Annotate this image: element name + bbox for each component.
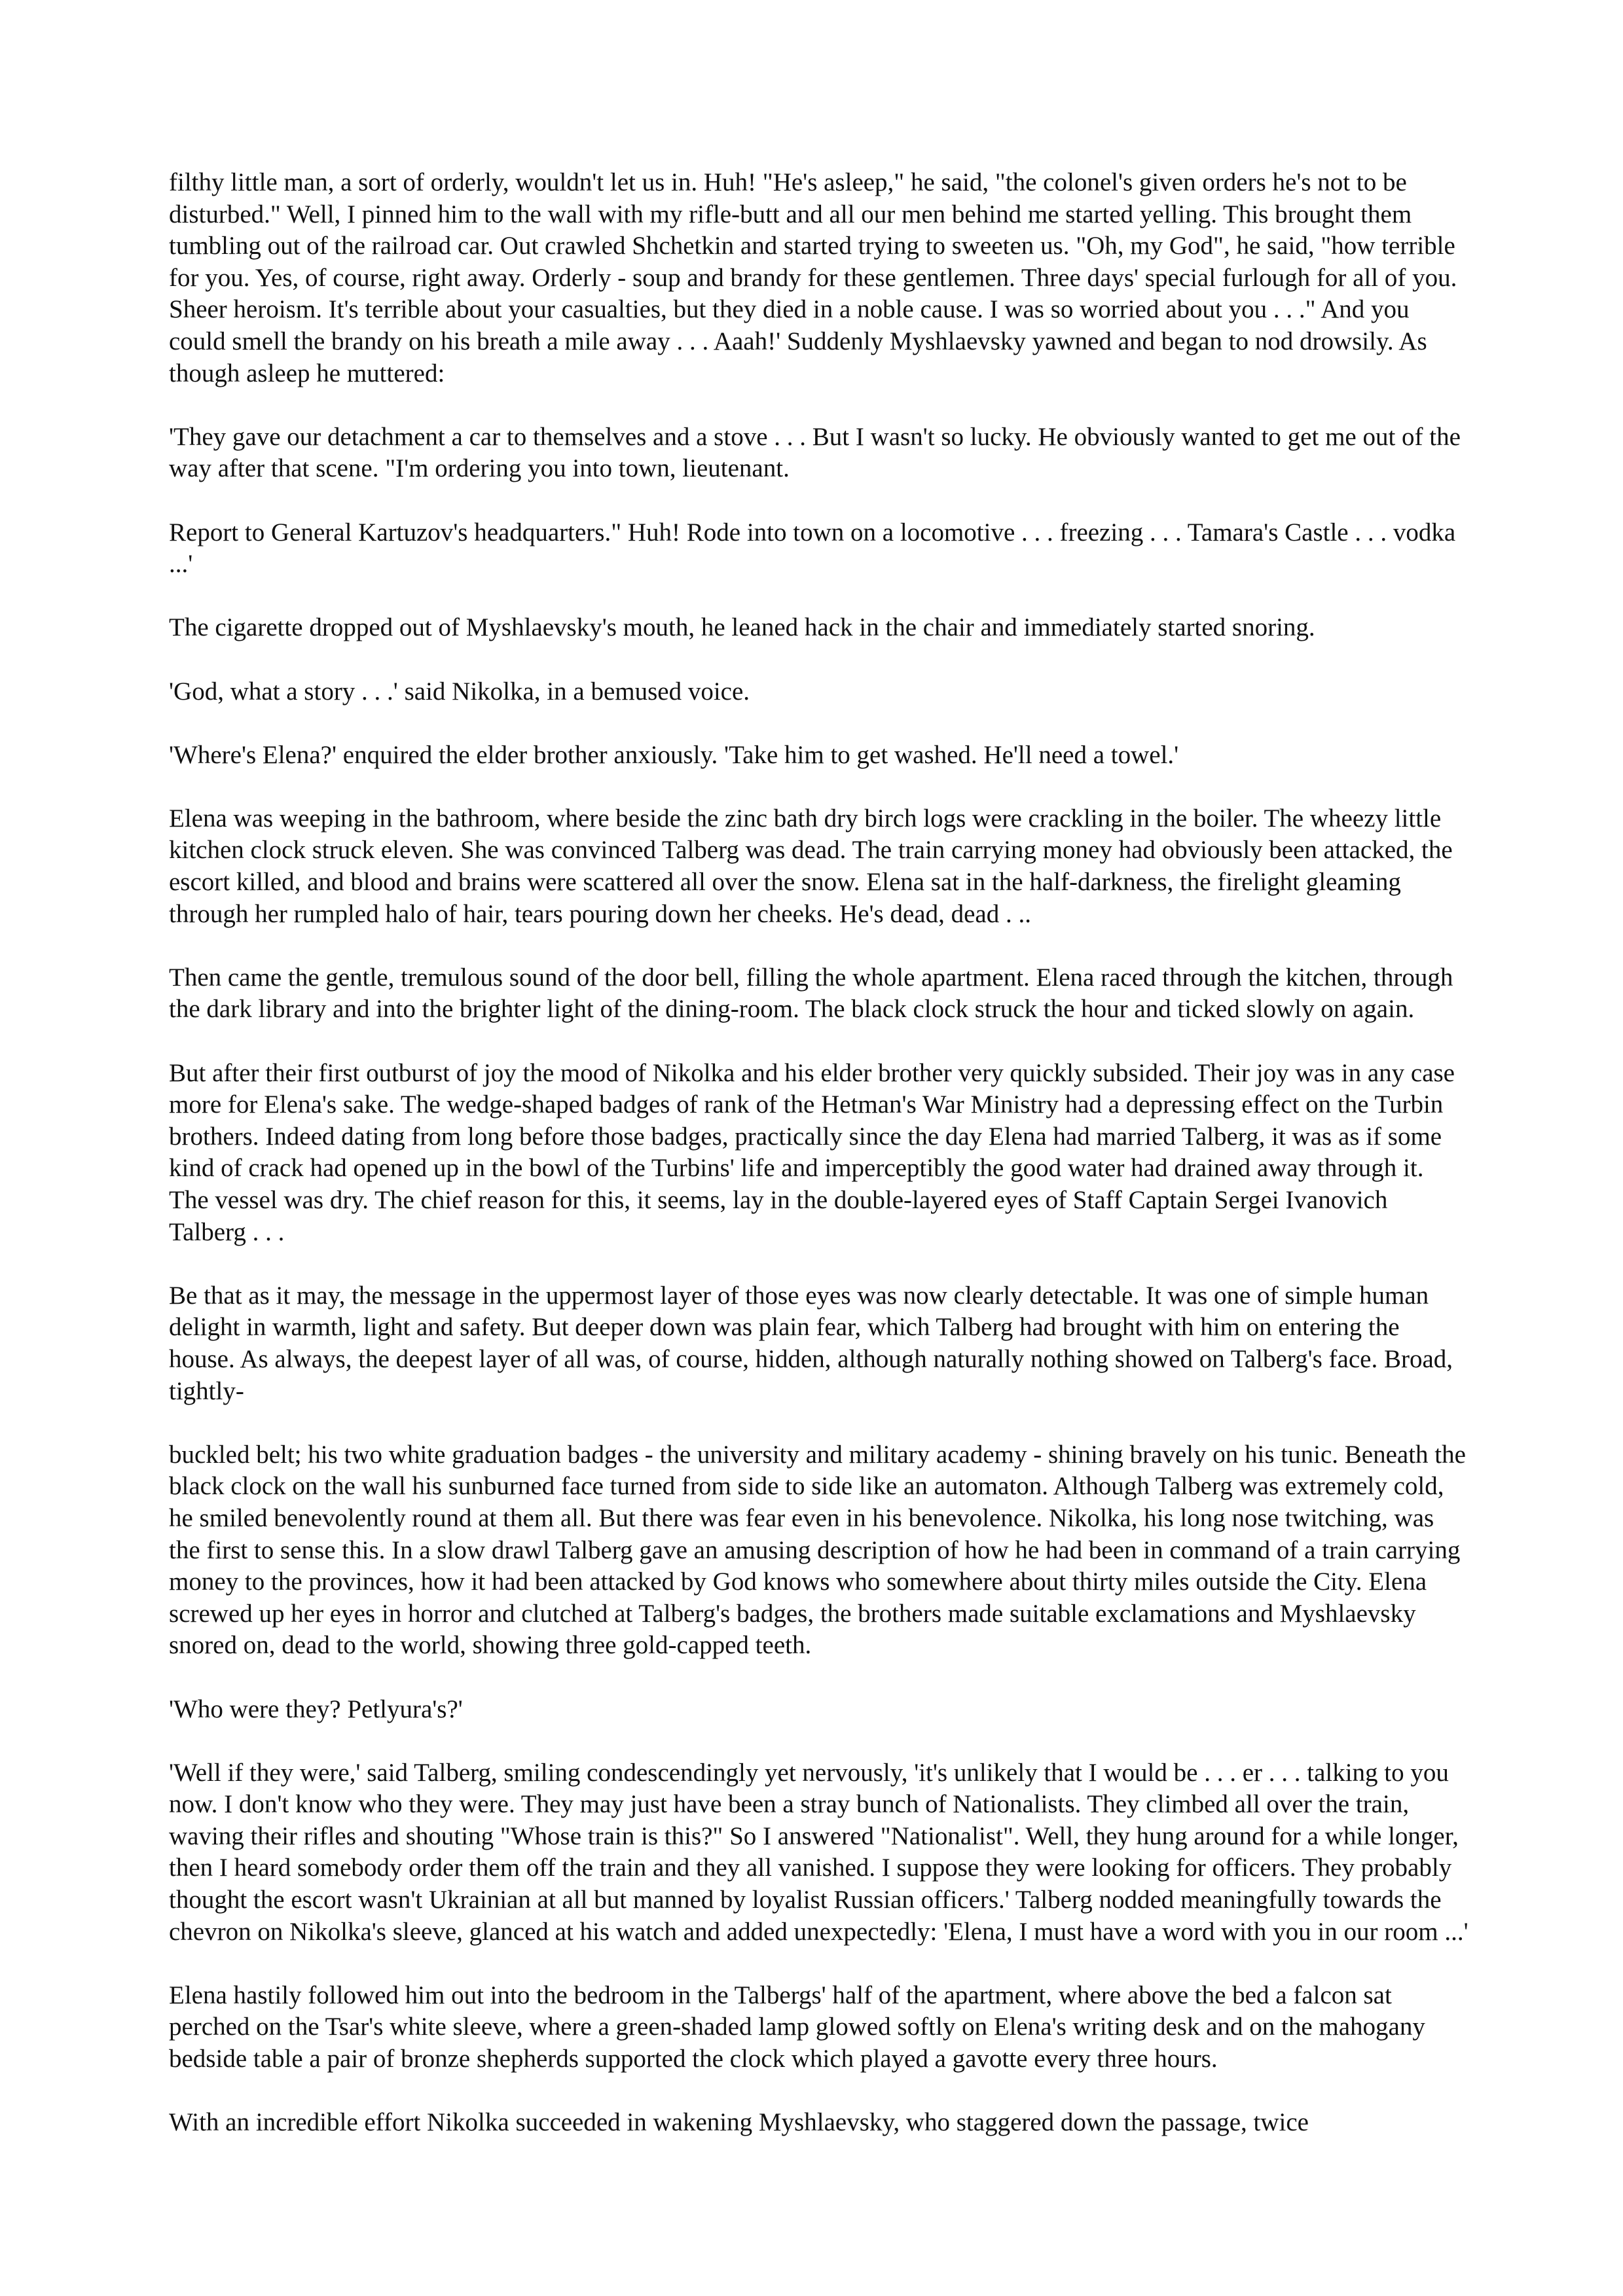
paragraph: 'They gave our detachment a car to themselves and a stove . . . But I wasn't so lucky. He obviously wanted to get me out of the way after that scene. "I'm ordering you into town, lieutenant. bbox=[169, 422, 1461, 483]
paragraph: But after their first outburst of joy the mood of Nikolka and his elder brother very quickly subsided. Their joy was in any case more for Elena's sake. The wedge-shaped badges of rank of the Hetman's War Ministry had a depressing effect on the Turbin brothers. Indeed dating from long before those badges, practically since the day Elena had married Talberg, it was as if some kind of crack had opened up in the bowl of the Turbins' life and imperceptibly the good water had drained away through it. The vessel was dry. The chief reason for this, it seems, lay in the double-layered eyes of Staff Captain Sergei Ivanovich Talberg . . . bbox=[169, 1058, 1455, 1246]
paragraph: filthy little man, a sort of orderly, wouldn't let us in. Huh! "He's asleep," he said, "the colonel's given orders he's not to be disturbed." Well, I pinned him to the wall with my rifle-butt and all our men behind me started yelling. This brought them tumbling out of the railroad car. Out crawled Shchetkin and started trying to sweeten us. "Oh, my God", he said, "how terrible for you. Yes, of course, right away. Orderly - soup and brandy for these gentlemen. Three days' special furlough for all of you. Sheer heroism. It's terrible about your casualties, but they died in a noble cause. I was so worried about you . . ." And you could smell the brandy on his breath a mile away . . . Aaah!' Suddenly Myshlaevsky yawned and began to nod drowsily. As though asleep he muttered: bbox=[169, 168, 1457, 387]
paragraph: 'God, what a story . . .' said Nikolka, in a bemused voice. bbox=[169, 677, 750, 706]
paragraph: 'Who were they? Petlyura's?' bbox=[169, 1695, 463, 1723]
paragraph: Be that as it may, the message in the uppermost layer of those eyes was now clearly detectable. It was one of simple human delight in warmth, light and safety. But deeper down was plain fear, which Talberg had brought with him on entering the house. As always, the deepest layer of all was, of course, hidden, although naturally nothing showed on Talberg's face. Broad, tightly- bbox=[169, 1281, 1453, 1405]
body-text bbox=[169, 167, 1468, 2170]
paragraph: The cigarette dropped out of Myshlaevsky's mouth, he leaned hack in the chair and immediately started snoring. bbox=[169, 613, 1315, 642]
paragraph: Report to General Kartuzov's headquarters." Huh! Rode into town on a locomotive . . . freezing . . . Tamara's Castle . . . vodka ...' bbox=[169, 518, 1456, 579]
paragraph: 'Well if they were,' said Talberg, smiling condescendingly yet nervously, 'it's unlikely that I would be . . . er . . . talking to you now. I don't know who they were. They may just have been a stray bunch of Nationalists. They climbed all over the train, waving their rifles and shouting "Whose train is this?" So I answered "Nationalist". Well, they hung around for a while longer, then I heard somebody order them off the train and they all vanished. I suppose they were looking for officers. They probably thought the escort wasn't Ukrainian at all but manned by loyalist Russian officers.' Talberg nodded meaningfully towards the chevron on Nikolka's sleeve, glanced at his watch and added unexpectedly: 'Elena, I must have a word with you in our room ...' bbox=[169, 1758, 1468, 1946]
paragraph: Elena hastily followed him out into the bedroom in the Talbergs' half of the apartment, where above the bed a falcon sat perched on the Tsar's white sleeve, where a green-shaded lamp glowed softly on Elena's writing desk and on the mahogany bedside table a pair of bronze shepherds supported the clock which played a gavotte every three hours. bbox=[169, 1981, 1425, 2073]
paragraph: With an incredible effort Nikolka succeeded in wakening Myshlaevsky, who staggered down the passage, twice bbox=[169, 2108, 1309, 2137]
paragraph: buckled belt; his two white graduation badges - the university and military academy - shining bravely on his tunic. Beneath the black clock on the wall his sunburned face turned from side to side like an automaton. Although Talberg was extremely cold, he smiled benevolently round at them all. But there was fear even in his benevolence. Nikolka, his long nose twitching, was the first to sense this. In a slow drawl Talberg gave an amusing description of how he had been in command of a train carrying money to the provinces, how it had been attacked by God knows who somewhere about thirty miles outside the City. Elena screwed up her eyes in horror and clutched at Talberg's badges, the brothers made suitable exclamations and Myshlaevsky snored on, dead to the world, showing three gold-capped teeth. bbox=[169, 1440, 1466, 1660]
paragraph: Elena was weeping in the bathroom, where beside the zinc bath dry birch logs were crackling in the boiler. The wheezy little kitchen clock struck eleven. She was convinced Talberg was dead. The train carrying money had obviously been attacked, the escort killed, and blood and brains were scattered all over the snow. Elena sat in the half-darkness, the firelight gleaming through her rumpled halo of hair, tears pouring down her cheeks. He's dead, dead . .. bbox=[169, 804, 1453, 928]
paragraph: 'Where's Elena?' enquired the elder brother anxiously. 'Take him to get washed. He'll need a towel.' bbox=[169, 740, 1179, 769]
paragraph: Then came the gentle, tremulous sound of the door bell, filling the whole apartment. Elena raced through the kitchen, through the dark library and into the brighter light of the dining-room. The black clock struck the hour and ticked slowly on again. bbox=[169, 963, 1453, 1024]
